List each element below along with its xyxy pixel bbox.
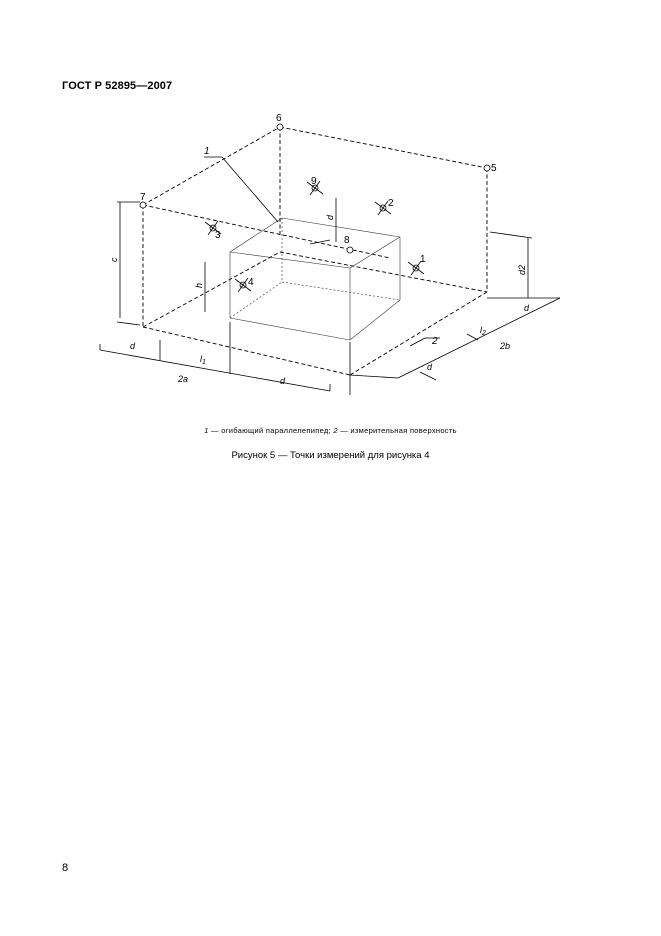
dim-d-bottom: d: [280, 376, 286, 386]
legend-num-2: 2: [333, 426, 338, 435]
enveloping-box: [230, 218, 400, 340]
callout-2: 2: [432, 336, 438, 347]
measurement-figure: [90, 100, 570, 400]
legend-text-2: — измерительная поверхность: [337, 426, 457, 435]
document-header: ГОСТ Р 52895—2007: [62, 80, 173, 92]
dim-d-left: d: [130, 341, 136, 351]
point-markers: [140, 124, 490, 292]
point-label-5: 5: [491, 163, 497, 174]
dim-h: h: [194, 282, 204, 288]
legend-num-1: 1: [204, 426, 209, 435]
point-label-4: 4: [248, 277, 254, 288]
dimension-lines: [100, 198, 560, 395]
dim-l1: $l_1$: [200, 354, 206, 366]
point-label-6: 6: [276, 113, 282, 124]
page-number: 8: [62, 862, 69, 874]
callout-leaders: [204, 157, 440, 346]
figure-legend: [0, 426, 661, 435]
point-label-8: 8: [344, 235, 350, 246]
dim-d-right: d: [524, 303, 530, 313]
dim-d-top: d: [325, 214, 335, 220]
dim-2b: 2b: [500, 341, 511, 351]
point-label-3: 3: [215, 230, 221, 241]
dim-d-right-bottom: d: [427, 362, 433, 372]
legend-text-1: — огибающий параллелепипед;: [208, 426, 334, 435]
point-label-7: 7: [140, 192, 146, 203]
dim-c: c: [109, 257, 119, 262]
dim-d2: d2: [517, 264, 527, 275]
callout-1: 1: [204, 146, 210, 157]
figure-caption: Рисунок 5 — Точки измерений для рисунка 4: [231, 450, 430, 461]
point-label-1: 1: [420, 254, 426, 265]
point-label-2: 2: [388, 198, 394, 209]
dim-l2: $l_2$: [480, 325, 486, 337]
dim-2a: 2a: [178, 374, 189, 384]
point-label-9: 9: [311, 176, 317, 187]
